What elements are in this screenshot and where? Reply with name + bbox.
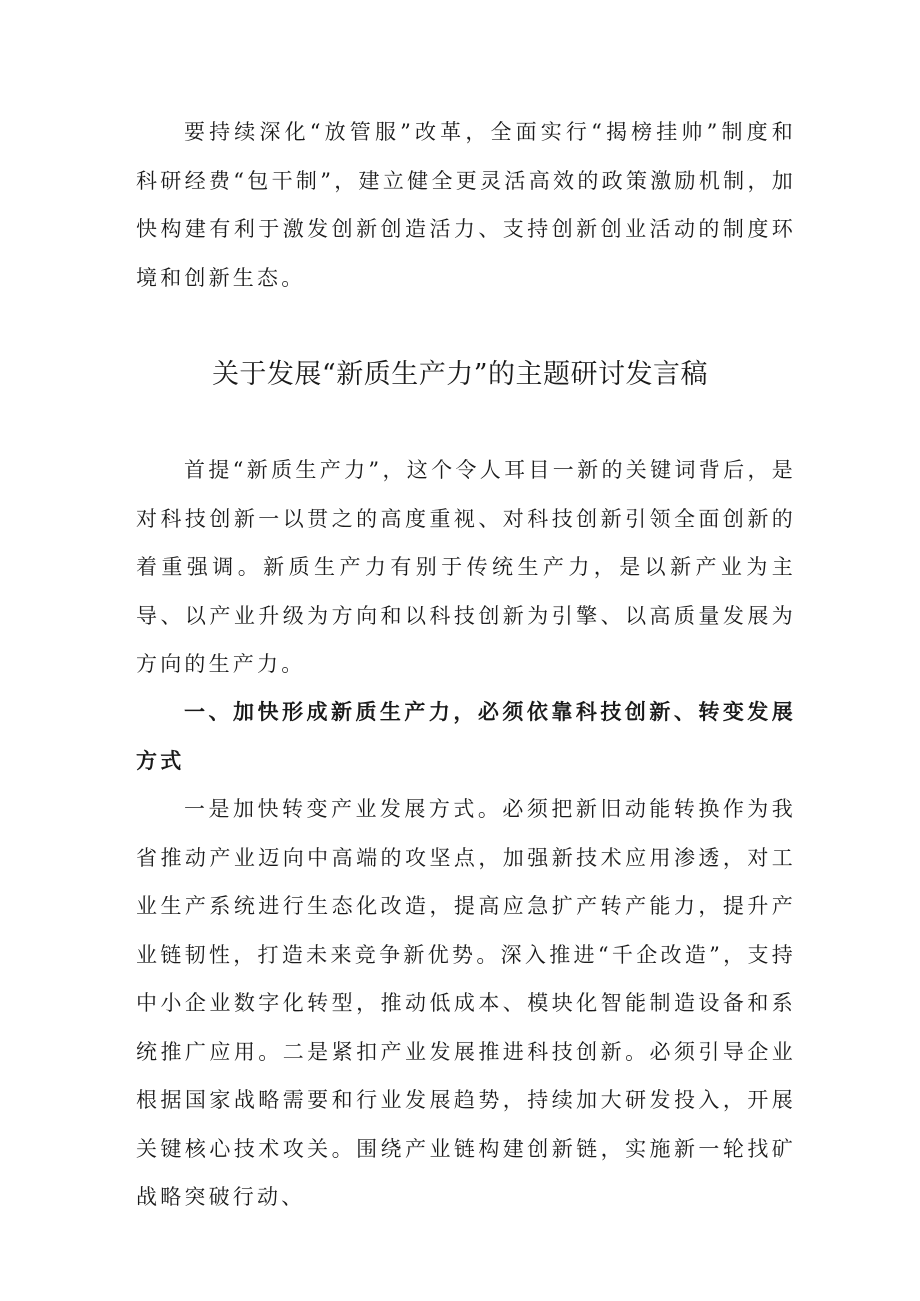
document-title: 关于发展“新质生产力”的主题研讨发言稿 — [211, 359, 709, 390]
intro-paragraph: 要持续深化“放管服”改革，全面实行“揭榜挂帅”制度和科研经费“包干制”，建立健全更灵活高效的政策激励机制，加快构建有利于激发创新创造活力、支持创新创业活动的制度环境和创新生态。 — [136, 120, 796, 290]
section-paragraph: 一是加快转变产业发展方式。必须把新旧动能转换作为我省推动产业迈向中高端的攻坚点，加强新技术应用渗透，对工业生产系统进行生态化改造，提高应急扩产转产能力，提升产业链韧性，打造未来竞争新优势。深入推进“千企改造”，支持中小企业数字化转型，推动低成本、模块化智能制造设备和系统推广应用。二是紧扣产业发展推进科技创新。必须引导企业根据国家战略需要和行业发展趋势，持续加大研发投入，开展关键核心技术攻关。围绕产业链构建创新链，实施新一轮找矿战略突破行动、 — [136, 797, 796, 1209]
opening-paragraph: 首提“新质生产力”，这个令人耳目一新的关键词背后，是对科技创新一以贯之的高度重视、对科技创新引领全面创新的着重强调。新质生产力有别于传统生产力，是以新产业为主导、以产业升级为方向和以科技创新为引擎、以高质量发展为方向的生产力。 — [136, 458, 796, 676]
section-heading: 一、加快形成新质生产力，必须依靠科技创新、转变发展方式 — [136, 700, 796, 773]
